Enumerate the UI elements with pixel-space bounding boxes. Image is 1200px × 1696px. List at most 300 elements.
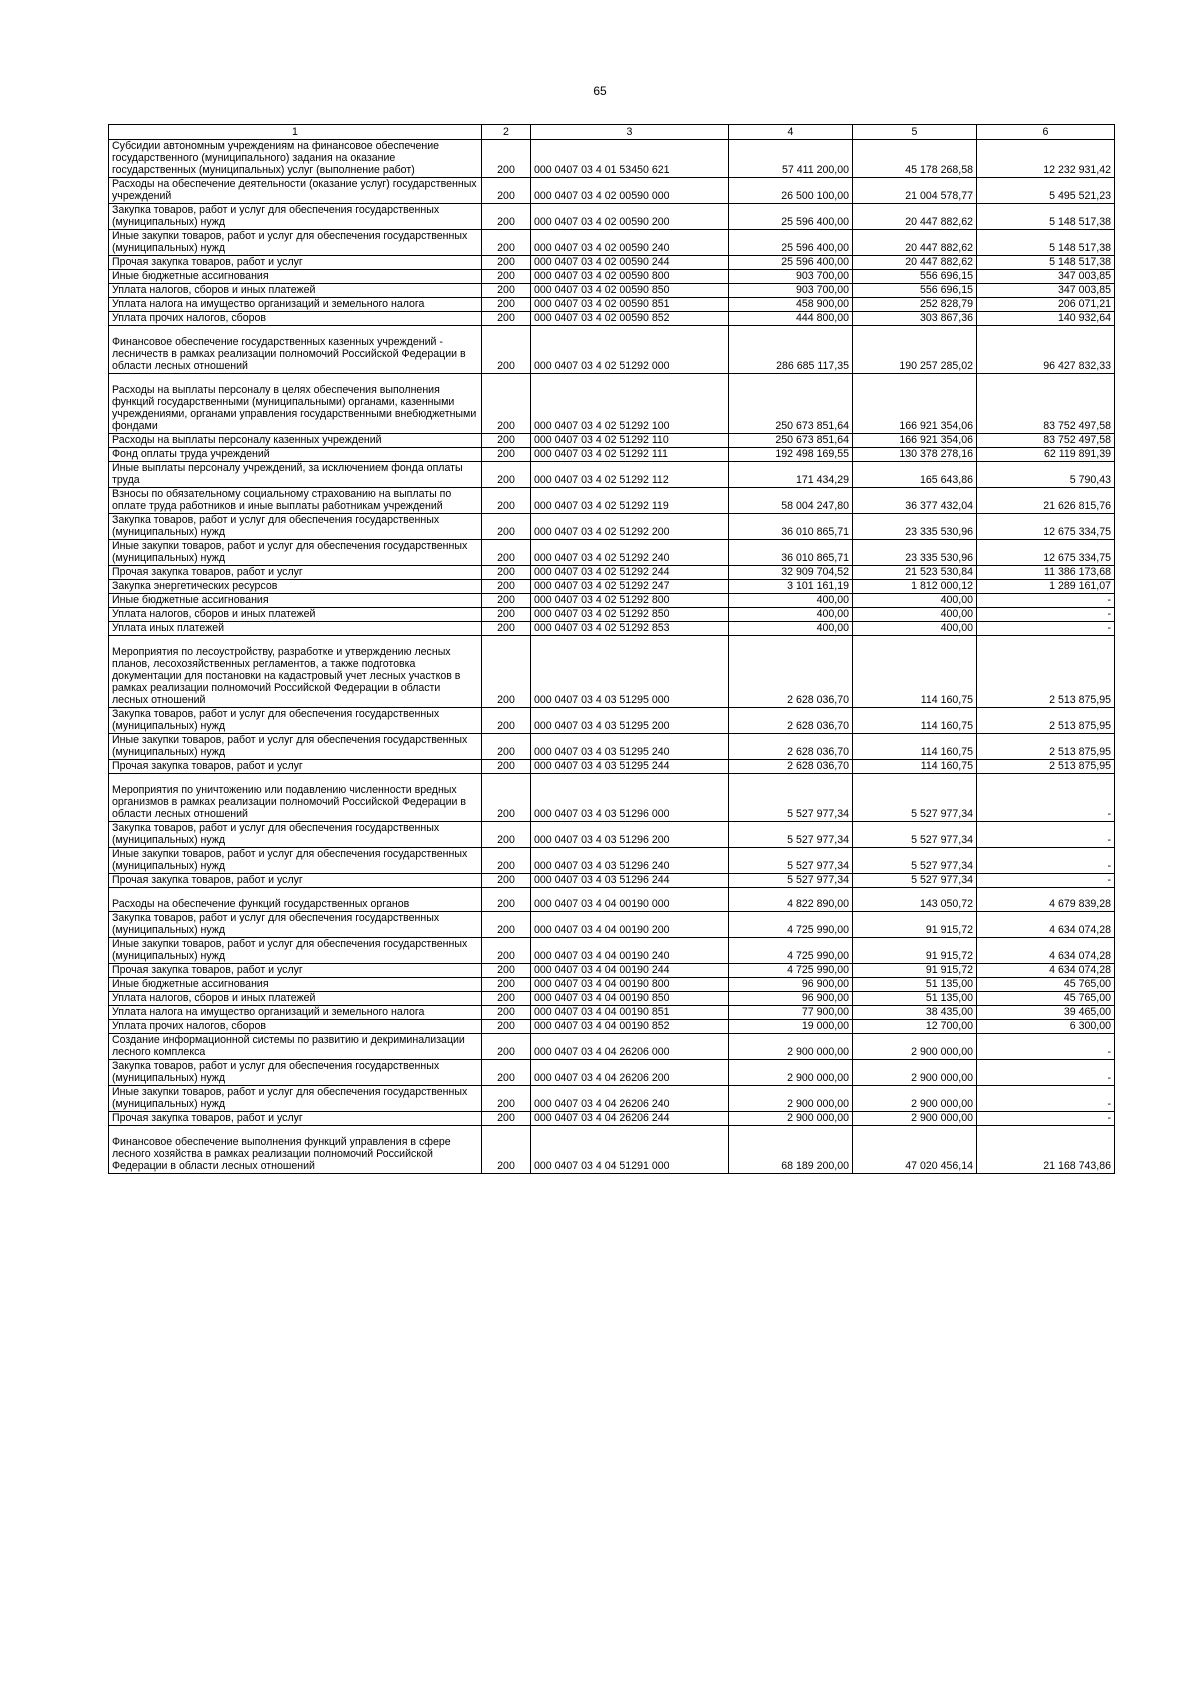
table-row (109, 298, 1115, 312)
table-row (109, 636, 1115, 708)
row-approved-cell: 2 900 000,00 (729, 1034, 853, 1060)
table-row (109, 514, 1115, 540)
row-unexecuted-cell: - (977, 1034, 1115, 1060)
row-name-cell: Уплата налогов, сборов и иных платежей (109, 284, 482, 298)
table-row (109, 270, 1115, 284)
row-executed-cell: 20 447 882,62 (853, 230, 977, 256)
row-kbk-cell: 000 0407 03 4 02 51292 850 (531, 608, 729, 622)
table-row (109, 978, 1115, 992)
row-approved-cell: 25 596 400,00 (729, 256, 853, 270)
row-name-cell: Закупка товаров, работ и услуг для обеспечения государственных (муниципальных) нужд (109, 912, 482, 938)
row-executed-cell: 2 900 000,00 (853, 1112, 977, 1126)
row-unexecuted-cell: 12 675 334,75 (977, 514, 1115, 540)
row-code-cell: 200 (482, 1060, 531, 1086)
table-row (109, 760, 1115, 774)
row-unexecuted-cell: 4 634 074,28 (977, 912, 1115, 938)
row-kbk-cell: 000 0407 03 4 04 00190 851 (531, 1006, 729, 1020)
row-code-cell: 200 (482, 312, 531, 326)
row-name-cell: Иные бюджетные ассигнования (109, 270, 482, 284)
row-code-cell: 200 (482, 608, 531, 622)
header-col-4: 4 (729, 125, 853, 140)
row-kbk-cell: 000 0407 03 4 03 51296 200 (531, 822, 729, 848)
row-code-cell: 200 (482, 774, 531, 822)
row-unexecuted-cell: - (977, 608, 1115, 622)
header-col-1: 1 (109, 125, 482, 140)
row-unexecuted-cell: 4 634 074,28 (977, 964, 1115, 978)
row-kbk-cell: 000 0407 03 4 02 51292 800 (531, 594, 729, 608)
row-approved-cell: 2 900 000,00 (729, 1086, 853, 1112)
table-row (109, 374, 1115, 434)
page-number: 65 (593, 84, 607, 98)
row-unexecuted-cell: - (977, 822, 1115, 848)
row-approved-cell: 4 822 890,00 (729, 888, 853, 912)
row-name-cell: Закупка товаров, работ и услуг для обеспечения государственных (муниципальных) нужд (109, 204, 482, 230)
row-executed-cell: 91 915,72 (853, 938, 977, 964)
row-name-cell: Прочая закупка товаров, работ и услуг (109, 964, 482, 978)
row-unexecuted-cell: 5 148 517,38 (977, 230, 1115, 256)
row-code-cell: 200 (482, 488, 531, 514)
row-kbk-cell: 000 0407 03 4 03 51295 244 (531, 760, 729, 774)
row-executed-cell: 190 257 285,02 (853, 326, 977, 374)
row-approved-cell: 19 000,00 (729, 1020, 853, 1034)
table-row (109, 912, 1115, 938)
row-code-cell: 200 (482, 708, 531, 734)
row-code-cell: 200 (482, 230, 531, 256)
row-executed-cell: 47 020 456,14 (853, 1126, 977, 1174)
row-executed-cell: 91 915,72 (853, 964, 977, 978)
row-kbk-cell: 000 0407 03 4 02 51292 119 (531, 488, 729, 514)
table-row (109, 326, 1115, 374)
row-unexecuted-cell: - (977, 874, 1115, 888)
row-name-cell: Финансовое обеспечение государственных казенных учреждений - лесничеств в рамках реализации полномочий Российской Федерации в области лесных отношений (109, 326, 482, 374)
row-code-cell: 200 (482, 848, 531, 874)
row-executed-cell: 2 900 000,00 (853, 1034, 977, 1060)
row-code-cell: 200 (482, 580, 531, 594)
row-executed-cell: 556 696,15 (853, 270, 977, 284)
row-name-cell: Уплата налога на имущество организаций и земельного налога (109, 1006, 482, 1020)
row-executed-cell: 143 050,72 (853, 888, 977, 912)
row-approved-cell: 444 800,00 (729, 312, 853, 326)
table-row (109, 1086, 1115, 1112)
row-code-cell: 200 (482, 888, 531, 912)
row-executed-cell: 5 527 977,34 (853, 848, 977, 874)
row-approved-cell: 5 527 977,34 (729, 874, 853, 888)
row-approved-cell: 26 500 100,00 (729, 178, 853, 204)
row-unexecuted-cell: 5 148 517,38 (977, 256, 1115, 270)
row-kbk-cell: 000 0407 03 4 04 00190 800 (531, 978, 729, 992)
row-kbk-cell: 000 0407 03 4 04 00190 850 (531, 992, 729, 1006)
row-unexecuted-cell: 45 765,00 (977, 978, 1115, 992)
row-approved-cell: 2 900 000,00 (729, 1060, 853, 1086)
row-kbk-cell: 000 0407 03 4 02 51292 240 (531, 540, 729, 566)
row-approved-cell: 400,00 (729, 594, 853, 608)
row-unexecuted-cell: - (977, 1086, 1115, 1112)
row-kbk-cell: 000 0407 03 4 04 00190 200 (531, 912, 729, 938)
row-kbk-cell: 000 0407 03 4 02 51292 100 (531, 374, 729, 434)
row-name-cell: Иные выплаты персоналу учреждений, за исключением фонда оплаты труда (109, 462, 482, 488)
table-row (109, 964, 1115, 978)
row-approved-cell: 458 900,00 (729, 298, 853, 312)
row-name-cell: Расходы на обеспечение деятельности (оказание услуг) государственных учреждений (109, 178, 482, 204)
row-unexecuted-cell: 206 071,21 (977, 298, 1115, 312)
row-code-cell: 200 (482, 978, 531, 992)
row-name-cell: Закупка товаров, работ и услуг для обеспечения государственных (муниципальных) нужд (109, 708, 482, 734)
table-row (109, 256, 1115, 270)
row-approved-cell: 36 010 865,71 (729, 540, 853, 566)
row-name-cell: Закупка товаров, работ и услуг для обеспечения государственных (муниципальных) нужд (109, 514, 482, 540)
row-code-cell: 200 (482, 1006, 531, 1020)
row-executed-cell: 23 335 530,96 (853, 540, 977, 566)
table-row (109, 462, 1115, 488)
table-row (109, 874, 1115, 888)
table-row (109, 140, 1115, 178)
row-unexecuted-cell: 140 932,64 (977, 312, 1115, 326)
row-executed-cell: 130 378 278,16 (853, 448, 977, 462)
table-row (109, 178, 1115, 204)
row-code-cell: 200 (482, 992, 531, 1006)
budget-execution-table (108, 124, 1115, 1174)
row-executed-cell: 5 527 977,34 (853, 774, 977, 822)
table-row (109, 708, 1115, 734)
row-approved-cell: 77 900,00 (729, 1006, 853, 1020)
row-executed-cell: 2 900 000,00 (853, 1086, 977, 1112)
row-unexecuted-cell: 39 465,00 (977, 1006, 1115, 1020)
row-approved-cell: 171 434,29 (729, 462, 853, 488)
row-code-cell: 200 (482, 566, 531, 580)
row-kbk-cell: 000 0407 03 4 04 26206 000 (531, 1034, 729, 1060)
row-executed-cell: 21 523 530,84 (853, 566, 977, 580)
table-row (109, 992, 1115, 1006)
row-code-cell: 200 (482, 760, 531, 774)
row-name-cell: Создание информационной системы по развитию и декриминализации лесного комплекса (109, 1034, 482, 1060)
row-kbk-cell: 000 0407 03 4 03 51295 000 (531, 636, 729, 708)
row-approved-cell: 32 909 704,52 (729, 566, 853, 580)
table-row (109, 448, 1115, 462)
row-unexecuted-cell: 11 386 173,68 (977, 566, 1115, 580)
table-row (109, 1020, 1115, 1034)
row-code-cell: 200 (482, 636, 531, 708)
row-kbk-cell: 000 0407 03 4 02 51292 853 (531, 622, 729, 636)
row-unexecuted-cell: 2 513 875,95 (977, 708, 1115, 734)
header-row (109, 125, 1115, 140)
row-code-cell: 200 (482, 912, 531, 938)
row-unexecuted-cell: 62 119 891,39 (977, 448, 1115, 462)
table-row (109, 566, 1115, 580)
row-unexecuted-cell: 347 003,85 (977, 284, 1115, 298)
row-kbk-cell: 000 0407 03 4 03 51295 240 (531, 734, 729, 760)
row-executed-cell: 114 160,75 (853, 636, 977, 708)
row-name-cell: Иные бюджетные ассигнования (109, 594, 482, 608)
row-name-cell: Уплата иных платежей (109, 622, 482, 636)
row-unexecuted-cell: 96 427 832,33 (977, 326, 1115, 374)
row-kbk-cell: 000 0407 03 4 01 53450 621 (531, 140, 729, 178)
row-executed-cell: 556 696,15 (853, 284, 977, 298)
row-approved-cell: 5 527 977,34 (729, 848, 853, 874)
row-executed-cell: 2 900 000,00 (853, 1060, 977, 1086)
row-unexecuted-cell: 347 003,85 (977, 270, 1115, 284)
header-col-3: 3 (531, 125, 729, 140)
table-row (109, 822, 1115, 848)
row-unexecuted-cell: 6 300,00 (977, 1020, 1115, 1034)
row-executed-cell: 400,00 (853, 594, 977, 608)
row-unexecuted-cell: 4 634 074,28 (977, 938, 1115, 964)
table-row (109, 434, 1115, 448)
row-kbk-cell: 000 0407 03 4 02 51292 247 (531, 580, 729, 594)
table-row (109, 580, 1115, 594)
row-kbk-cell: 000 0407 03 4 04 26206 240 (531, 1086, 729, 1112)
row-approved-cell: 4 725 990,00 (729, 964, 853, 978)
row-name-cell: Иные закупки товаров, работ и услуг для обеспечения государственных (муниципальных) нужд (109, 1086, 482, 1112)
row-code-cell: 200 (482, 1020, 531, 1034)
row-unexecuted-cell: - (977, 848, 1115, 874)
row-executed-cell: 114 160,75 (853, 760, 977, 774)
table-row (109, 1112, 1115, 1126)
row-kbk-cell: 000 0407 03 4 02 51292 111 (531, 448, 729, 462)
row-executed-cell: 51 135,00 (853, 978, 977, 992)
row-name-cell: Иные закупки товаров, работ и услуг для обеспечения государственных (муниципальных) нужд (109, 938, 482, 964)
row-unexecuted-cell: 45 765,00 (977, 992, 1115, 1006)
row-executed-cell: 51 135,00 (853, 992, 977, 1006)
row-name-cell: Закупка энергетических ресурсов (109, 580, 482, 594)
row-approved-cell: 3 101 161,19 (729, 580, 853, 594)
row-kbk-cell: 000 0407 03 4 04 00190 852 (531, 1020, 729, 1034)
row-name-cell: Уплата прочих налогов, сборов (109, 312, 482, 326)
row-unexecuted-cell: - (977, 1060, 1115, 1086)
table-row (109, 888, 1115, 912)
table-row (109, 622, 1115, 636)
row-unexecuted-cell: 21 168 743,86 (977, 1126, 1115, 1174)
row-code-cell: 200 (482, 1034, 531, 1060)
table-row (109, 938, 1115, 964)
row-kbk-cell: 000 0407 03 4 04 26206 200 (531, 1060, 729, 1086)
row-kbk-cell: 000 0407 03 4 03 51296 244 (531, 874, 729, 888)
row-executed-cell: 400,00 (853, 622, 977, 636)
row-name-cell: Прочая закупка товаров, работ и услуг (109, 256, 482, 270)
row-kbk-cell: 000 0407 03 4 02 00590 800 (531, 270, 729, 284)
row-name-cell: Расходы на обеспечение функций государственных органов (109, 888, 482, 912)
row-name-cell: Иные бюджетные ассигнования (109, 978, 482, 992)
row-unexecuted-cell: 12 675 334,75 (977, 540, 1115, 566)
row-approved-cell: 903 700,00 (729, 284, 853, 298)
header-col-5: 5 (853, 125, 977, 140)
row-approved-cell: 68 189 200,00 (729, 1126, 853, 1174)
row-kbk-cell: 000 0407 03 4 04 51291 000 (531, 1126, 729, 1174)
table-row (109, 608, 1115, 622)
row-kbk-cell: 000 0407 03 4 02 51292 000 (531, 326, 729, 374)
row-kbk-cell: 000 0407 03 4 04 00190 240 (531, 938, 729, 964)
row-executed-cell: 20 447 882,62 (853, 256, 977, 270)
row-name-cell: Иные закупки товаров, работ и услуг для обеспечения государственных (муниципальных) нужд (109, 848, 482, 874)
row-code-cell: 200 (482, 1086, 531, 1112)
row-approved-cell: 2 900 000,00 (729, 1112, 853, 1126)
row-name-cell: Мероприятия по лесоустройству, разработке и утверждению лесных планов, лесохозяйственных регламентов, а также подготовка документации для постановки на кадастровый учет лесных участков в рамках реализации полномочий Российской Федерации в области лесных отношений (109, 636, 482, 708)
row-approved-cell: 5 527 977,34 (729, 774, 853, 822)
row-name-cell: Прочая закупка товаров, работ и услуг (109, 566, 482, 580)
row-executed-cell: 23 335 530,96 (853, 514, 977, 540)
row-executed-cell: 166 921 354,06 (853, 434, 977, 448)
row-approved-cell: 58 004 247,80 (729, 488, 853, 514)
row-approved-cell: 2 628 036,70 (729, 708, 853, 734)
row-unexecuted-cell: 2 513 875,95 (977, 734, 1115, 760)
header-col-2: 2 (482, 125, 531, 140)
row-executed-cell: 12 700,00 (853, 1020, 977, 1034)
row-executed-cell: 45 178 268,58 (853, 140, 977, 178)
row-name-cell: Прочая закупка товаров, работ и услуг (109, 874, 482, 888)
table-row (109, 230, 1115, 256)
row-unexecuted-cell: 83 752 497,58 (977, 374, 1115, 434)
row-kbk-cell: 000 0407 03 4 02 00590 851 (531, 298, 729, 312)
row-approved-cell: 192 498 169,55 (729, 448, 853, 462)
table-row (109, 1034, 1115, 1060)
row-approved-cell: 2 628 036,70 (729, 636, 853, 708)
row-unexecuted-cell: 12 232 931,42 (977, 140, 1115, 178)
table-row (109, 1126, 1115, 1174)
row-code-cell: 200 (482, 734, 531, 760)
row-code-cell: 200 (482, 140, 531, 178)
row-name-cell: Уплата налогов, сборов и иных платежей (109, 608, 482, 622)
row-executed-cell: 1 812 000,12 (853, 580, 977, 594)
row-unexecuted-cell: 4 679 839,28 (977, 888, 1115, 912)
row-kbk-cell: 000 0407 03 4 04 00190 000 (531, 888, 729, 912)
row-approved-cell: 2 628 036,70 (729, 760, 853, 774)
row-code-cell: 200 (482, 514, 531, 540)
row-approved-cell: 286 685 117,35 (729, 326, 853, 374)
row-approved-cell: 2 628 036,70 (729, 734, 853, 760)
table-row (109, 488, 1115, 514)
table-row (109, 1060, 1115, 1086)
table-row (109, 594, 1115, 608)
row-executed-cell: 20 447 882,62 (853, 204, 977, 230)
row-name-cell: Закупка товаров, работ и услуг для обеспечения государственных (муниципальных) нужд (109, 822, 482, 848)
row-executed-cell: 114 160,75 (853, 734, 977, 760)
row-executed-cell: 38 435,00 (853, 1006, 977, 1020)
row-executed-cell: 252 828,79 (853, 298, 977, 312)
row-approved-cell: 25 596 400,00 (729, 230, 853, 256)
row-executed-cell: 114 160,75 (853, 708, 977, 734)
row-name-cell: Расходы на выплаты персоналу в целях обеспечения выполнения функций государственными (муниципальными) органами, казенными учреждениями, органами управления государственными внебюджетными фондами (109, 374, 482, 434)
row-kbk-cell: 000 0407 03 4 02 51292 110 (531, 434, 729, 448)
table-row (109, 848, 1115, 874)
row-code-cell: 200 (482, 964, 531, 978)
row-kbk-cell: 000 0407 03 4 03 51296 000 (531, 774, 729, 822)
row-name-cell: Закупка товаров, работ и услуг для обеспечения государственных (муниципальных) нужд (109, 1060, 482, 1086)
row-code-cell: 200 (482, 622, 531, 636)
row-unexecuted-cell: 83 752 497,58 (977, 434, 1115, 448)
row-name-cell: Прочая закупка товаров, работ и услуг (109, 760, 482, 774)
row-unexecuted-cell: 2 513 875,95 (977, 636, 1115, 708)
row-code-cell: 200 (482, 374, 531, 434)
table-row (109, 774, 1115, 822)
row-approved-cell: 96 900,00 (729, 992, 853, 1006)
row-unexecuted-cell: 21 626 815,76 (977, 488, 1115, 514)
row-kbk-cell: 000 0407 03 4 03 51295 200 (531, 708, 729, 734)
row-code-cell: 200 (482, 284, 531, 298)
row-code-cell: 200 (482, 204, 531, 230)
row-executed-cell: 5 527 977,34 (853, 822, 977, 848)
row-unexecuted-cell: - (977, 774, 1115, 822)
row-approved-cell: 250 673 851,64 (729, 434, 853, 448)
row-executed-cell: 303 867,36 (853, 312, 977, 326)
row-approved-cell: 903 700,00 (729, 270, 853, 284)
row-approved-cell: 57 411 200,00 (729, 140, 853, 178)
row-unexecuted-cell: - (977, 594, 1115, 608)
row-executed-cell: 400,00 (853, 608, 977, 622)
row-code-cell: 200 (482, 1126, 531, 1174)
row-code-cell: 200 (482, 462, 531, 488)
row-code-cell: 200 (482, 326, 531, 374)
row-approved-cell: 250 673 851,64 (729, 374, 853, 434)
row-code-cell: 200 (482, 938, 531, 964)
table-row (109, 312, 1115, 326)
row-approved-cell: 400,00 (729, 622, 853, 636)
row-name-cell: Финансовое обеспечение выполнения функций управления в сфере лесного хозяйства в рамках реализации полномочий Российской Федерации в области лесных отношений (109, 1126, 482, 1174)
row-kbk-cell: 000 0407 03 4 03 51296 240 (531, 848, 729, 874)
table-row (109, 734, 1115, 760)
row-kbk-cell: 000 0407 03 4 02 00590 852 (531, 312, 729, 326)
row-code-cell: 200 (482, 270, 531, 284)
row-kbk-cell: 000 0407 03 4 02 00590 240 (531, 230, 729, 256)
row-approved-cell: 25 596 400,00 (729, 204, 853, 230)
row-name-cell: Уплата прочих налогов, сборов (109, 1020, 482, 1034)
row-name-cell: Иные закупки товаров, работ и услуг для обеспечения государственных (муниципальных) нужд (109, 230, 482, 256)
row-name-cell: Уплата налогов, сборов и иных платежей (109, 992, 482, 1006)
row-unexecuted-cell: 5 148 517,38 (977, 204, 1115, 230)
row-approved-cell: 96 900,00 (729, 978, 853, 992)
row-unexecuted-cell: - (977, 622, 1115, 636)
row-executed-cell: 91 915,72 (853, 912, 977, 938)
row-kbk-cell: 000 0407 03 4 02 00590 244 (531, 256, 729, 270)
row-name-cell: Фонд оплаты труда учреждений (109, 448, 482, 462)
row-name-cell: Прочая закупка товаров, работ и услуг (109, 1112, 482, 1126)
row-name-cell: Уплата налога на имущество организаций и земельного налога (109, 298, 482, 312)
row-kbk-cell: 000 0407 03 4 04 00190 244 (531, 964, 729, 978)
row-code-cell: 200 (482, 434, 531, 448)
row-unexecuted-cell: 1 289 161,07 (977, 580, 1115, 594)
table-row (109, 540, 1115, 566)
row-kbk-cell: 000 0407 03 4 02 00590 200 (531, 204, 729, 230)
row-name-cell: Иные закупки товаров, работ и услуг для обеспечения государственных (муниципальных) нужд (109, 734, 482, 760)
row-executed-cell: 21 004 578,77 (853, 178, 977, 204)
row-kbk-cell: 000 0407 03 4 04 26206 244 (531, 1112, 729, 1126)
row-executed-cell: 166 921 354,06 (853, 374, 977, 434)
header-col-6: 6 (977, 125, 1115, 140)
row-name-cell: Субсидии автономным учреждениям на финансовое обеспечение государственного (муниципального) задания на оказание государственных (муниципальных) услуг (выполнение работ) (109, 140, 482, 178)
row-code-cell: 200 (482, 298, 531, 312)
row-code-cell: 200 (482, 594, 531, 608)
row-approved-cell: 36 010 865,71 (729, 514, 853, 540)
row-name-cell: Взносы по обязательному социальному страхованию на выплаты по оплате труда работников и иные выплаты работникам учреждений (109, 488, 482, 514)
row-unexecuted-cell: 5 495 521,23 (977, 178, 1115, 204)
row-name-cell: Иные закупки товаров, работ и услуг для обеспечения государственных (муниципальных) нужд (109, 540, 482, 566)
table-row (109, 204, 1115, 230)
row-approved-cell: 4 725 990,00 (729, 912, 853, 938)
row-code-cell: 200 (482, 822, 531, 848)
row-code-cell: 200 (482, 448, 531, 462)
row-unexecuted-cell: - (977, 1112, 1115, 1126)
row-code-cell: 200 (482, 540, 531, 566)
row-name-cell: Мероприятия по уничтожению или подавлению численности вредных организмов в рамках реализации полномочий Российской Федерации в области лесных отношений (109, 774, 482, 822)
row-approved-cell: 4 725 990,00 (729, 938, 853, 964)
row-name-cell: Расходы на выплаты персоналу казенных учреждений (109, 434, 482, 448)
row-code-cell: 200 (482, 256, 531, 270)
table-row (109, 1006, 1115, 1020)
row-executed-cell: 165 643,86 (853, 462, 977, 488)
row-kbk-cell: 000 0407 03 4 02 51292 200 (531, 514, 729, 540)
row-approved-cell: 400,00 (729, 608, 853, 622)
row-code-cell: 200 (482, 1112, 531, 1126)
row-kbk-cell: 000 0407 03 4 02 00590 850 (531, 284, 729, 298)
row-kbk-cell: 000 0407 03 4 02 00590 000 (531, 178, 729, 204)
